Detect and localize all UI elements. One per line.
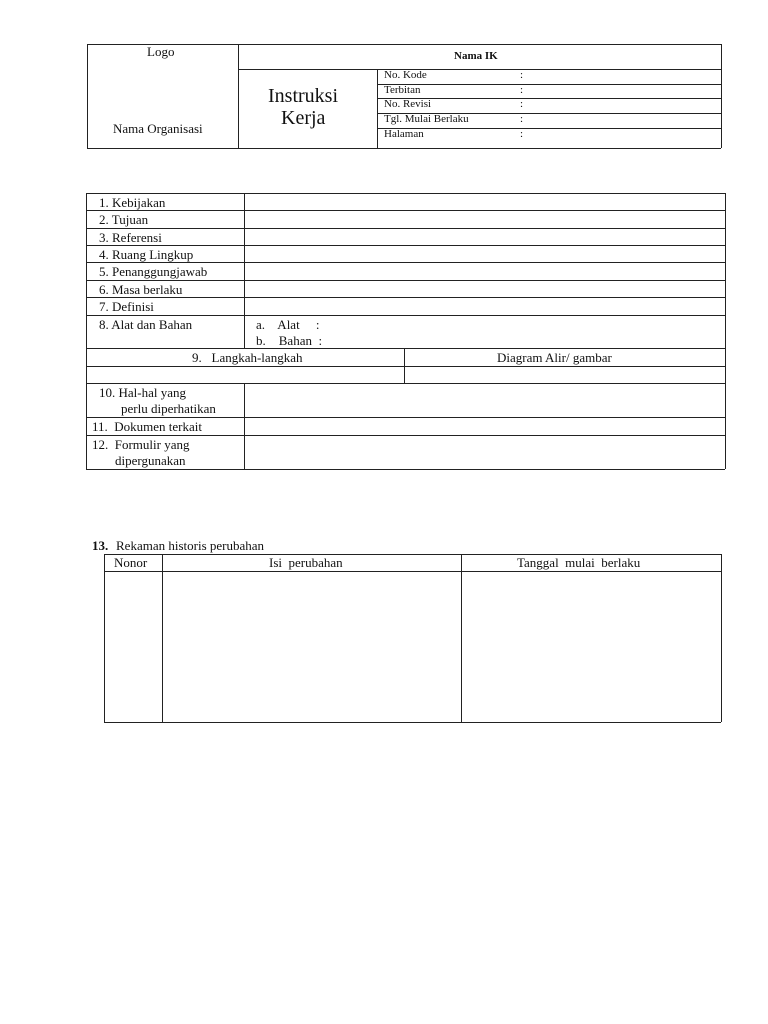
field-tgl-mulai-sep: : bbox=[520, 113, 524, 125]
alat-field: a. Alat : bbox=[256, 317, 320, 332]
field-terbitan-sep: : bbox=[520, 84, 524, 96]
diagram-header: Diagram Alir/ gambar bbox=[497, 350, 612, 365]
doc-title-line2: Kerja bbox=[281, 107, 326, 129]
row-tujuan: 2. Tujuan bbox=[99, 212, 149, 227]
row-referensi: 3. Referensi bbox=[99, 230, 162, 245]
bahan-field: b. Bahan : bbox=[256, 333, 323, 348]
field-no-kode: No. Kode bbox=[384, 69, 427, 81]
history-title: Rekaman historis perubahan bbox=[116, 538, 265, 553]
row-alat-bahan: 8. Alat dan Bahan bbox=[99, 317, 193, 332]
row-penanggungjawab: 5. Penanggungjawab bbox=[99, 264, 208, 279]
row-hal-hal-line2: perlu diperhatikan bbox=[121, 401, 216, 416]
field-no-revisi-sep: : bbox=[520, 98, 524, 110]
field-halaman-sep: : bbox=[520, 128, 524, 140]
field-no-kode-sep: : bbox=[520, 69, 524, 81]
row-kebijakan: 1. Kebijakan bbox=[99, 195, 166, 210]
logo-label: Logo bbox=[147, 44, 175, 59]
history-col-tanggal: Tanggal mulai berlaku bbox=[517, 555, 641, 570]
field-no-revisi: No. Revisi bbox=[384, 98, 432, 110]
row-formulir-line1: 12. Formulir yang bbox=[92, 437, 190, 452]
nama-ik-label: Nama IK bbox=[454, 50, 498, 62]
field-tgl-mulai: Tgl. Mulai Berlaku bbox=[384, 113, 469, 125]
history-col-nonor: Nonor bbox=[114, 555, 148, 570]
org-name: Nama Organisasi bbox=[113, 121, 203, 136]
history-number: 13. bbox=[92, 538, 109, 553]
row-masa-berlaku: 6. Masa berlaku bbox=[99, 282, 183, 297]
langkah-header: 9. Langkah-langkah bbox=[192, 350, 303, 365]
row-dokumen-terkait: 11. Dokumen terkait bbox=[92, 419, 202, 434]
row-ruang-lingkup: 4. Ruang Lingkup bbox=[99, 247, 194, 262]
history-col-isi: Isi perubahan bbox=[269, 555, 343, 570]
field-halaman: Halaman bbox=[384, 128, 424, 140]
row-formulir-line2: dipergunakan bbox=[115, 453, 186, 468]
row-definisi: 7. Definisi bbox=[99, 299, 154, 314]
row-hal-hal-line1: 10. Hal-hal yang bbox=[99, 385, 187, 400]
doc-title-line1: Instruksi bbox=[268, 85, 338, 107]
field-terbitan: Terbitan bbox=[384, 84, 421, 96]
